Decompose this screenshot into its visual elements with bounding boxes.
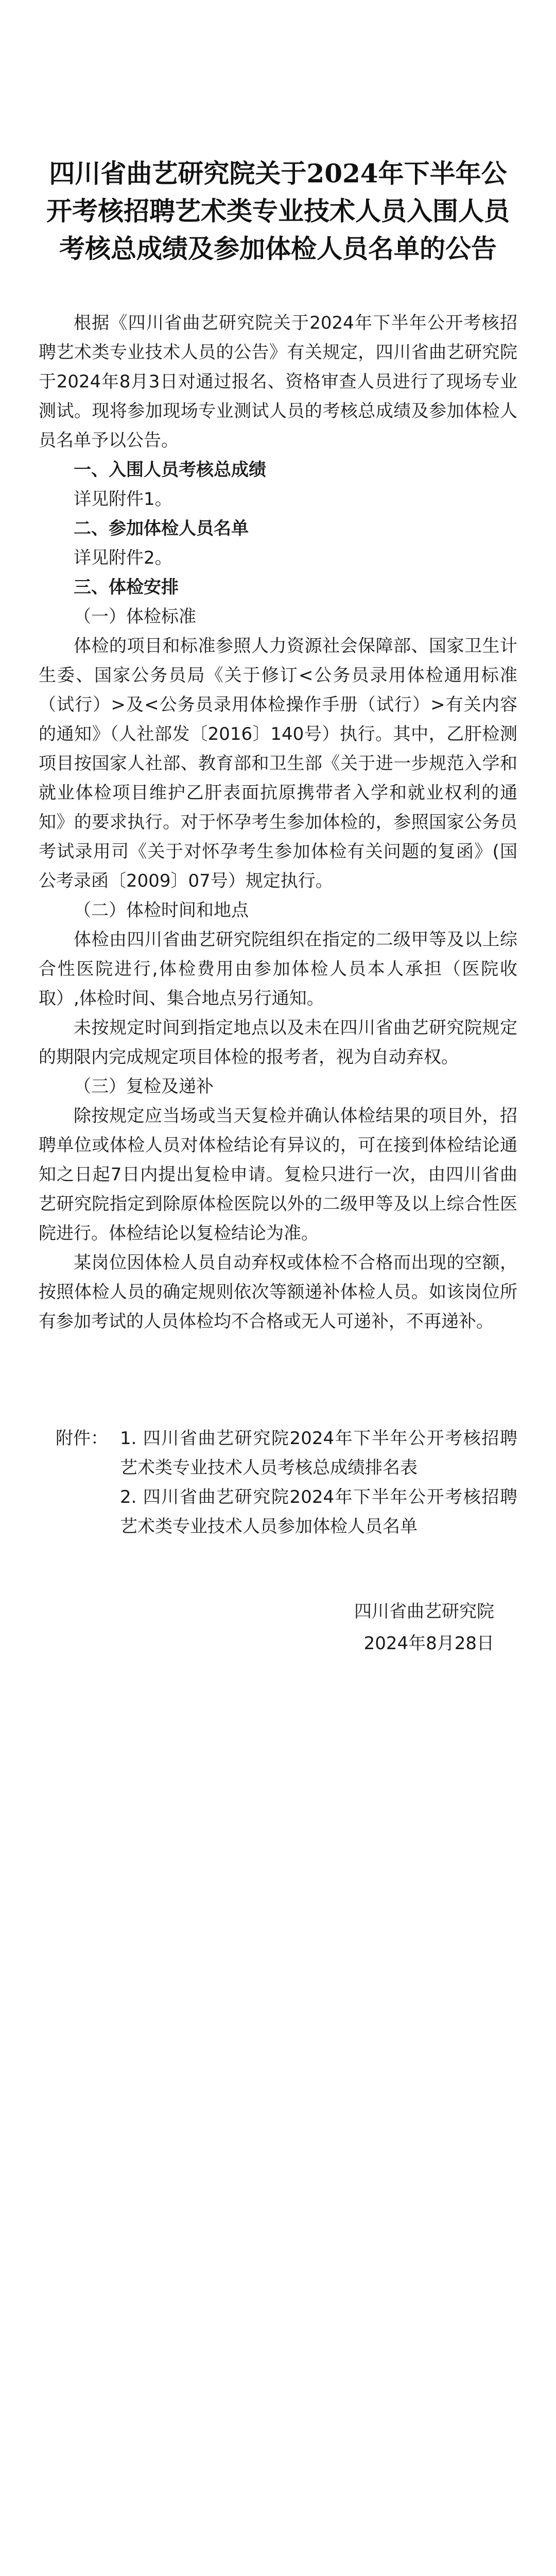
subsection-2-body-1: 体检由四川省曲艺研究院组织在指定的二级甲等及以上综合性医院进行,体检费用由参加体检人员本人承担（医院收取）,体检时间、集合地点另行通知。 [39,929,517,1009]
signature-org: 四川省曲艺研究院 [354,1601,494,1622]
section-2-heading: 二、参加体检人员名单 [74,518,249,539]
section-1-body: 详见附件1。 [74,489,172,510]
subsection-1-body: 体检的项目和标准参照人力资源社会保障部、国家卫生计生委、国家公务员局《关于修订<公务员录用体检通用标准（试行）>及<公务员录用体检操作手册（试行）>有关内容的通知》（人社部发〔2016〕140号）执行。其中，乙肝检测项目按国家人社部、教育部和卫生部《关于进一步规范入学和就业体检项目维护乙肝表面抗原携带者入学和就业权利的通知》的要求执行。对于怀孕考生参加体检的，参照国家公务员考试录用司《关于对怀孕考生参加体检有关问题的复函》(国公考录函〔2009〕07号）规定执行。 [39,636,517,891]
subsection-2-heading: （二）体检时间和地点 [74,900,249,921]
section-2-body: 详见附件2。 [74,548,172,568]
signature-block [39,1596,517,1659]
section-1-heading: 一、入围人员考核总成绩 [74,460,266,480]
signature-date: 2024年8月28日 [363,1633,494,1654]
section-3-heading: 三、体检安排 [74,577,179,598]
attachment-item-2: 2. 四川省曲艺研究院2024年下半年公开考核招聘艺术类专业技术人员参加体检人员名单 [120,1487,517,1537]
attachments-block [39,1424,517,1541]
attachment-item-1: 1. 四川省曲艺研究院2024年下半年公开考核招聘艺术类专业技术人员考核总成绩排名表 [120,1428,517,1478]
attachments-label: 附件： [56,1428,108,1449]
attachments-list [120,1424,517,1541]
subsection-3-heading: （三）复检及递补 [74,1076,214,1097]
subsection-1-heading: （一）体检标准 [74,606,196,627]
subsection-2-body-2: 未按规定时间到指定地点以及未在四川省曲艺研究院规定的期限内完成规定项目体检的报考者，视为自动弃权。 [39,1018,517,1067]
subsection-3-body-1: 除按规定应当场或当天复检并确认体检结果的项目外，招聘单位或体检人员对体检结论有异议的，可在接到体检结论通知之日起7日内提出复检申请。复检只进行一次，由四川省曲艺研究院指定到除原体检医院以外的二级甲等及以上综合性医院进行。体检结论以复检结论为准。 [39,1106,517,1244]
intro-paragraph: 根据《四川省曲艺研究院关于2024年下半年公开考核招聘艺术类专业技术人员的公告》有关规定，四川省曲艺研究院于2024年8月3日对通过报名、资格审查人员进行了现场专业测试。现将参加现场专业测试人员的考核总成绩及参加体检人员名单予以公告。 [39,313,517,451]
subsection-3-body-2: 某岗位因体检人员自动弃权或体检不合格而出现的空额，按照体检人员的确定规则依次等额递补体检人员。如该岗位所有参加考试的人员体检均不合格或无人可递补，不再递补。 [39,1252,517,1332]
document-title: 四川省曲艺研究院关于2024年下半年公开考核招聘艺术类专业技术人员入围人员考核总成绩及参加体检人员名单的公告 [46,158,510,264]
